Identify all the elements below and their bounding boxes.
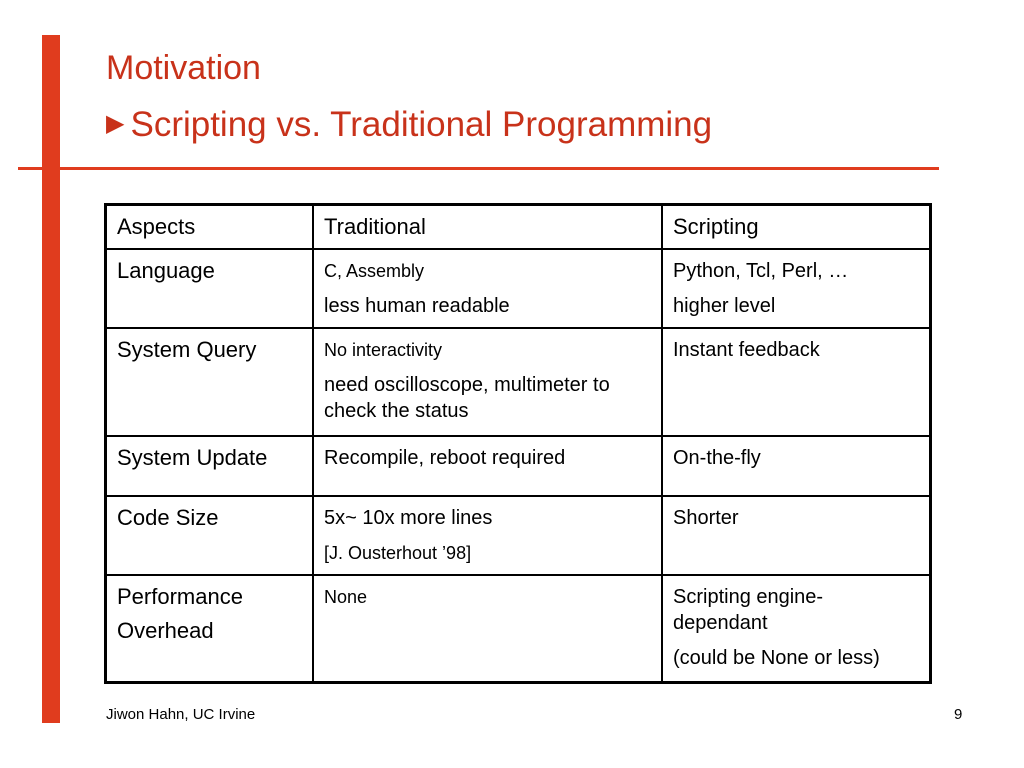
- scripting-cell: [662, 328, 931, 436]
- cell-text: C, Assembly: [324, 261, 425, 281]
- table-row: [106, 575, 931, 682]
- aspect-cell: System Update: [106, 436, 314, 496]
- footer-author: Jiwon Hahn, UC Irvine: [106, 706, 256, 723]
- slide-subtitle: [106, 104, 712, 150]
- cell-text: need oscilloscope, multimeter to check the status: [324, 374, 610, 422]
- cell-text: No interactivity: [324, 340, 443, 360]
- table-row: [106, 249, 931, 328]
- page-number: 9: [954, 706, 963, 723]
- cell-text: None: [324, 587, 368, 607]
- cell-text: Scripting engine-dependant: [673, 586, 824, 634]
- aspect-cell: System Query: [106, 328, 314, 436]
- traditional-cell: [313, 249, 662, 328]
- cell-text: Shorter: [673, 507, 739, 529]
- subtitle-text: Scripting vs. Traditional Programming: [130, 105, 713, 144]
- title-divider: [18, 167, 939, 170]
- table-row: [106, 436, 931, 496]
- scripting-cell: [662, 436, 931, 496]
- traditional-cell: [313, 496, 662, 575]
- cell-text: On-the-fly: [673, 447, 761, 469]
- slide-title: Motivation: [106, 49, 261, 87]
- cell-text: less human readable: [324, 295, 510, 317]
- cell-text: (could be None or less): [673, 647, 880, 669]
- left-accent-bar: [42, 35, 60, 723]
- table-header-row: [106, 205, 931, 250]
- aspect-cell: Performance Overhead: [106, 575, 314, 682]
- header-aspects: Aspects: [106, 205, 314, 250]
- header-traditional: Traditional: [313, 205, 662, 250]
- comparison-table: [104, 203, 932, 684]
- aspect-cell: Code Size: [106, 496, 314, 575]
- header-scripting: Scripting: [662, 205, 931, 250]
- cell-text: 5x~ 10x more lines: [324, 507, 493, 529]
- scripting-cell: [662, 575, 931, 682]
- traditional-cell: [313, 575, 662, 682]
- traditional-cell: [313, 436, 662, 496]
- cell-text: [J. Ousterhout ’98]: [324, 543, 472, 563]
- cell-text: Instant feedback: [673, 339, 820, 361]
- table-row: [106, 328, 931, 436]
- scripting-cell: [662, 249, 931, 328]
- cell-text: Python, Tcl, Perl, …: [673, 260, 849, 282]
- table-row: [106, 496, 931, 575]
- cell-text: higher level: [673, 295, 776, 317]
- scripting-cell: [662, 496, 931, 575]
- aspect-cell: Language: [106, 249, 314, 328]
- traditional-cell: [313, 328, 662, 436]
- cell-text: Recompile, reboot required: [324, 447, 566, 469]
- triangle-bullet-icon: ▶: [106, 110, 125, 137]
